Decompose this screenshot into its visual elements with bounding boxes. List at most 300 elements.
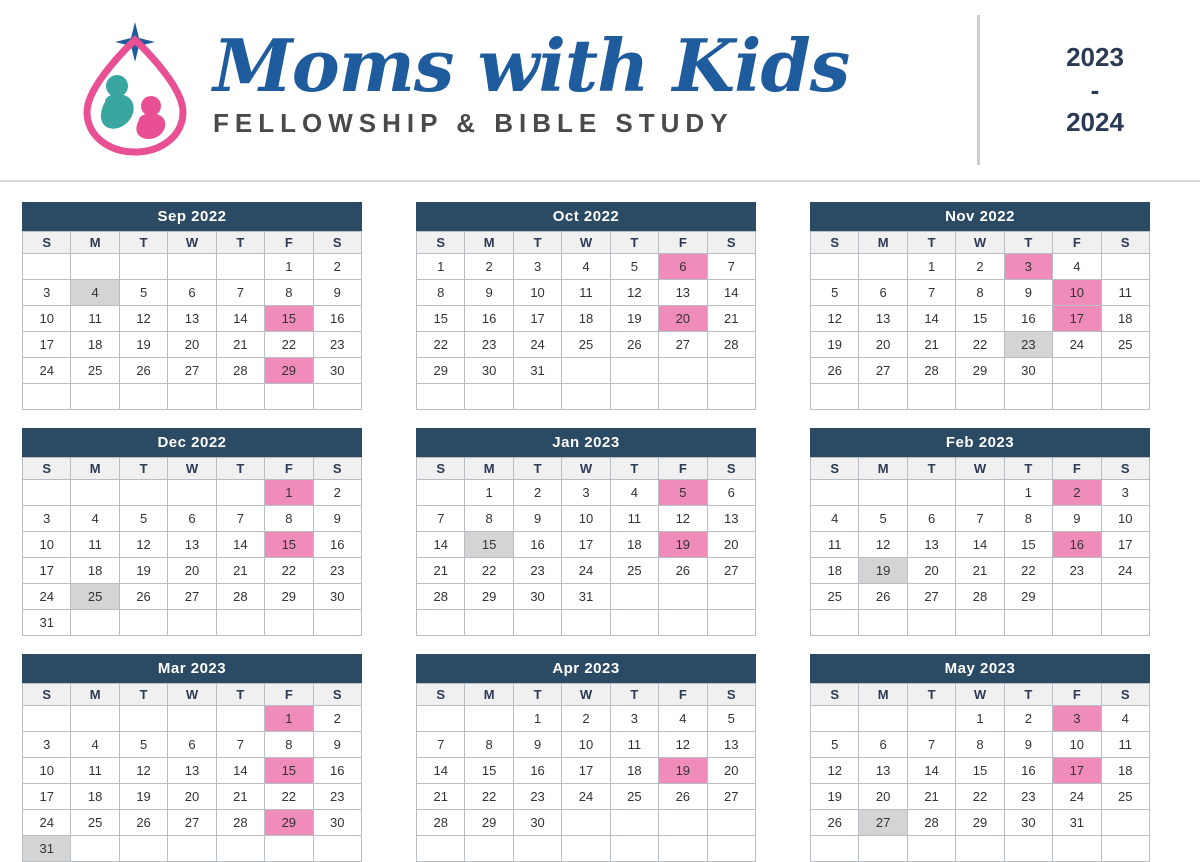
- day-cell[interactable]: 4: [1101, 706, 1149, 732]
- day-cell[interactable]: 9: [465, 280, 513, 306]
- day-cell[interactable]: 11: [1101, 732, 1149, 758]
- day-cell[interactable]: 24: [562, 558, 610, 584]
- day-cell[interactable]: 14: [956, 532, 1004, 558]
- day-cell[interactable]: 19: [610, 306, 658, 332]
- day-cell[interactable]: 15: [1004, 532, 1052, 558]
- day-cell[interactable]: 1: [513, 706, 561, 732]
- day-cell[interactable]: 14: [907, 306, 955, 332]
- page-header: [0, 0, 1200, 182]
- day-cell[interactable]: 31: [23, 836, 71, 862]
- day-cell[interactable]: 13: [168, 306, 216, 332]
- day-cell[interactable]: 26: [119, 810, 167, 836]
- day-cell[interactable]: 7: [707, 254, 755, 280]
- day-cell[interactable]: 19: [659, 532, 707, 558]
- day-cell[interactable]: 23: [313, 558, 361, 584]
- day-cell[interactable]: 15: [956, 306, 1004, 332]
- day-cell[interactable]: 27: [168, 358, 216, 384]
- empty-cell: [71, 610, 119, 636]
- day-cell[interactable]: 4: [610, 480, 658, 506]
- day-cell[interactable]: 11: [71, 532, 119, 558]
- day-cell[interactable]: 7: [417, 506, 465, 532]
- day-cell[interactable]: 12: [119, 758, 167, 784]
- day-cell[interactable]: 14: [417, 758, 465, 784]
- day-cell[interactable]: 11: [562, 280, 610, 306]
- day-cell[interactable]: 5: [659, 480, 707, 506]
- day-cell[interactable]: 13: [707, 506, 755, 532]
- calendar-grid: [0, 182, 1200, 862]
- day-cell[interactable]: 15: [417, 306, 465, 332]
- day-cell[interactable]: 14: [707, 280, 755, 306]
- empty-cell: [1004, 384, 1052, 410]
- day-cell[interactable]: 21: [216, 784, 264, 810]
- day-cell[interactable]: 12: [119, 306, 167, 332]
- empty-cell: [811, 384, 859, 410]
- day-cell[interactable]: 3: [610, 706, 658, 732]
- day-cell[interactable]: 2: [1004, 706, 1052, 732]
- day-cell[interactable]: 16: [513, 532, 561, 558]
- day-cell[interactable]: 3: [562, 480, 610, 506]
- day-cell[interactable]: 11: [610, 732, 658, 758]
- day-cell[interactable]: 3: [23, 732, 71, 758]
- day-cell[interactable]: 31: [1053, 810, 1101, 836]
- day-cell[interactable]: 12: [119, 532, 167, 558]
- day-cell[interactable]: 11: [610, 506, 658, 532]
- day-cell[interactable]: 21: [907, 784, 955, 810]
- day-cell[interactable]: 28: [216, 810, 264, 836]
- day-cell[interactable]: 20: [859, 784, 907, 810]
- day-cell[interactable]: 22: [265, 784, 313, 810]
- day-cell[interactable]: 7: [956, 506, 1004, 532]
- day-cell[interactable]: 25: [1101, 332, 1149, 358]
- day-cell[interactable]: 2: [313, 254, 361, 280]
- day-cell[interactable]: 13: [659, 280, 707, 306]
- day-cell[interactable]: 19: [811, 332, 859, 358]
- day-cell[interactable]: 9: [313, 280, 361, 306]
- day-cell[interactable]: 12: [610, 280, 658, 306]
- empty-cell: [71, 836, 119, 862]
- day-cell[interactable]: 30: [513, 810, 561, 836]
- day-cell[interactable]: 29: [1004, 584, 1052, 610]
- day-cell[interactable]: 13: [907, 532, 955, 558]
- day-cell[interactable]: 26: [811, 810, 859, 836]
- day-cell[interactable]: 5: [119, 732, 167, 758]
- day-cell[interactable]: 8: [417, 280, 465, 306]
- day-cell[interactable]: 1: [417, 254, 465, 280]
- day-cell[interactable]: 9: [313, 732, 361, 758]
- day-cell[interactable]: 21: [216, 332, 264, 358]
- day-cell[interactable]: 5: [811, 280, 859, 306]
- day-cell[interactable]: 10: [23, 532, 71, 558]
- day-cell[interactable]: 1: [907, 254, 955, 280]
- week-row: [811, 332, 1150, 358]
- day-cell[interactable]: 7: [907, 732, 955, 758]
- day-cell[interactable]: 22: [956, 332, 1004, 358]
- day-cell[interactable]: 20: [168, 332, 216, 358]
- day-cell[interactable]: 31: [23, 610, 71, 636]
- week-row: [811, 584, 1150, 610]
- week-row: [23, 836, 362, 862]
- day-cell[interactable]: 21: [907, 332, 955, 358]
- day-cell[interactable]: 18: [562, 306, 610, 332]
- day-cell[interactable]: 22: [465, 784, 513, 810]
- day-cell[interactable]: 23: [1004, 332, 1052, 358]
- day-cell[interactable]: 27: [168, 584, 216, 610]
- day-cell[interactable]: 8: [1004, 506, 1052, 532]
- day-cell[interactable]: 21: [417, 558, 465, 584]
- day-cell[interactable]: 5: [811, 732, 859, 758]
- day-cell[interactable]: 11: [811, 532, 859, 558]
- day-cell[interactable]: 5: [119, 280, 167, 306]
- day-cell[interactable]: 2: [465, 254, 513, 280]
- day-cell[interactable]: 9: [513, 506, 561, 532]
- day-cell[interactable]: 17: [23, 332, 71, 358]
- day-cell[interactable]: 26: [659, 784, 707, 810]
- day-cell[interactable]: 1: [265, 254, 313, 280]
- day-cell[interactable]: 28: [216, 584, 264, 610]
- day-cell[interactable]: 10: [1053, 280, 1101, 306]
- day-cell[interactable]: 17: [23, 558, 71, 584]
- day-cell[interactable]: 23: [1053, 558, 1101, 584]
- day-cell[interactable]: 30: [513, 584, 561, 610]
- day-cell[interactable]: 19: [859, 558, 907, 584]
- day-cell[interactable]: 25: [71, 810, 119, 836]
- day-cell[interactable]: 8: [956, 732, 1004, 758]
- day-cell[interactable]: 15: [265, 532, 313, 558]
- day-cell[interactable]: 8: [956, 280, 1004, 306]
- day-cell[interactable]: 4: [659, 706, 707, 732]
- day-cell[interactable]: 20: [168, 784, 216, 810]
- day-cell[interactable]: 18: [610, 758, 658, 784]
- day-cell[interactable]: 17: [1101, 532, 1149, 558]
- day-cell[interactable]: 25: [610, 784, 658, 810]
- day-cell[interactable]: 22: [265, 558, 313, 584]
- day-cell[interactable]: 28: [417, 584, 465, 610]
- day-cell[interactable]: 28: [956, 584, 1004, 610]
- day-cell[interactable]: 30: [313, 584, 361, 610]
- day-cell[interactable]: 5: [859, 506, 907, 532]
- day-cell[interactable]: 12: [811, 758, 859, 784]
- day-cell[interactable]: 21: [417, 784, 465, 810]
- day-cell[interactable]: 6: [859, 732, 907, 758]
- day-cell[interactable]: 1: [465, 480, 513, 506]
- day-cell[interactable]: 8: [265, 280, 313, 306]
- day-cell[interactable]: 23: [465, 332, 513, 358]
- empty-cell: [465, 384, 513, 410]
- day-cell[interactable]: 6: [168, 732, 216, 758]
- day-cell[interactable]: 2: [956, 254, 1004, 280]
- day-cell[interactable]: 9: [513, 732, 561, 758]
- day-cell[interactable]: 30: [465, 358, 513, 384]
- day-cell[interactable]: 17: [23, 784, 71, 810]
- day-cell[interactable]: 5: [119, 506, 167, 532]
- day-cell[interactable]: 9: [313, 506, 361, 532]
- weekday-header: F: [1053, 458, 1101, 480]
- day-cell[interactable]: 3: [23, 280, 71, 306]
- day-cell[interactable]: 14: [417, 532, 465, 558]
- weekday-header: T: [1004, 684, 1052, 706]
- day-cell[interactable]: 16: [1053, 532, 1101, 558]
- day-cell[interactable]: 20: [707, 758, 755, 784]
- day-cell[interactable]: 22: [1004, 558, 1052, 584]
- day-cell[interactable]: 12: [811, 306, 859, 332]
- day-cell[interactable]: 17: [1053, 758, 1101, 784]
- day-cell[interactable]: 2: [1053, 480, 1101, 506]
- day-cell[interactable]: 13: [859, 758, 907, 784]
- day-cell[interactable]: 29: [465, 810, 513, 836]
- day-cell[interactable]: 7: [907, 280, 955, 306]
- day-cell[interactable]: 27: [659, 332, 707, 358]
- day-cell[interactable]: 24: [23, 810, 71, 836]
- day-cell[interactable]: 12: [859, 532, 907, 558]
- day-cell[interactable]: 28: [907, 358, 955, 384]
- day-cell[interactable]: 8: [465, 732, 513, 758]
- empty-cell: [313, 384, 361, 410]
- day-cell[interactable]: 21: [216, 558, 264, 584]
- day-cell[interactable]: 16: [313, 306, 361, 332]
- day-cell[interactable]: 7: [417, 732, 465, 758]
- day-cell[interactable]: 10: [1101, 506, 1149, 532]
- day-cell[interactable]: 30: [313, 810, 361, 836]
- day-cell[interactable]: 8: [465, 506, 513, 532]
- day-cell[interactable]: 25: [811, 584, 859, 610]
- day-cell[interactable]: 14: [216, 306, 264, 332]
- day-cell[interactable]: 23: [313, 784, 361, 810]
- day-cell[interactable]: 13: [168, 532, 216, 558]
- day-cell[interactable]: 2: [313, 480, 361, 506]
- day-cell[interactable]: 1: [956, 706, 1004, 732]
- day-cell[interactable]: 26: [859, 584, 907, 610]
- day-cell[interactable]: 6: [168, 280, 216, 306]
- day-cell[interactable]: 10: [562, 506, 610, 532]
- day-cell[interactable]: 11: [1101, 280, 1149, 306]
- weekday-header-row: [417, 232, 756, 254]
- day-cell[interactable]: 16: [513, 758, 561, 784]
- day-cell[interactable]: 18: [1101, 758, 1149, 784]
- day-cell[interactable]: 15: [265, 758, 313, 784]
- day-cell[interactable]: 4: [71, 732, 119, 758]
- day-cell[interactable]: 25: [71, 584, 119, 610]
- day-cell[interactable]: 13: [168, 758, 216, 784]
- day-cell[interactable]: 27: [907, 584, 955, 610]
- day-cell[interactable]: 9: [1053, 506, 1101, 532]
- day-cell[interactable]: 17: [1053, 306, 1101, 332]
- day-cell[interactable]: 29: [956, 358, 1004, 384]
- day-cell[interactable]: 18: [71, 558, 119, 584]
- day-cell[interactable]: 22: [956, 784, 1004, 810]
- day-cell[interactable]: 16: [1004, 306, 1052, 332]
- day-cell[interactable]: 10: [562, 732, 610, 758]
- day-cell[interactable]: 1: [1004, 480, 1052, 506]
- day-cell[interactable]: 2: [313, 706, 361, 732]
- day-cell[interactable]: 21: [956, 558, 1004, 584]
- day-cell[interactable]: 23: [513, 558, 561, 584]
- day-cell[interactable]: 7: [216, 506, 264, 532]
- day-cell[interactable]: 18: [1101, 306, 1149, 332]
- day-cell[interactable]: 24: [562, 784, 610, 810]
- day-cell[interactable]: 24: [1053, 784, 1101, 810]
- day-cell[interactable]: 19: [119, 558, 167, 584]
- day-cell[interactable]: 7: [216, 280, 264, 306]
- day-cell[interactable]: 1: [265, 480, 313, 506]
- day-cell[interactable]: 6: [707, 480, 755, 506]
- day-cell[interactable]: 26: [659, 558, 707, 584]
- day-cell[interactable]: 30: [1004, 810, 1052, 836]
- day-cell[interactable]: 17: [513, 306, 561, 332]
- day-cell[interactable]: 28: [417, 810, 465, 836]
- day-cell[interactable]: 25: [562, 332, 610, 358]
- day-cell[interactable]: 22: [417, 332, 465, 358]
- day-cell[interactable]: 28: [707, 332, 755, 358]
- day-cell[interactable]: 29: [465, 584, 513, 610]
- day-cell[interactable]: 6: [659, 254, 707, 280]
- day-cell[interactable]: 19: [119, 784, 167, 810]
- day-cell[interactable]: 23: [313, 332, 361, 358]
- day-cell[interactable]: 10: [513, 280, 561, 306]
- day-cell[interactable]: 17: [562, 532, 610, 558]
- day-cell[interactable]: 2: [513, 480, 561, 506]
- day-cell[interactable]: 6: [168, 506, 216, 532]
- empty-cell: [216, 480, 264, 506]
- day-cell[interactable]: 27: [168, 810, 216, 836]
- day-cell[interactable]: 7: [216, 732, 264, 758]
- day-cell[interactable]: 15: [265, 306, 313, 332]
- day-cell[interactable]: 18: [71, 784, 119, 810]
- day-cell[interactable]: 29: [265, 358, 313, 384]
- week-row: [417, 332, 756, 358]
- day-cell[interactable]: 2: [562, 706, 610, 732]
- empty-cell: [956, 384, 1004, 410]
- day-cell[interactable]: 25: [71, 358, 119, 384]
- day-cell[interactable]: 28: [907, 810, 955, 836]
- day-cell[interactable]: 23: [1004, 784, 1052, 810]
- day-cell[interactable]: 23: [513, 784, 561, 810]
- day-cell[interactable]: 26: [610, 332, 658, 358]
- day-cell[interactable]: 15: [956, 758, 1004, 784]
- day-cell[interactable]: 31: [513, 358, 561, 384]
- day-cell[interactable]: 4: [71, 506, 119, 532]
- day-cell[interactable]: 16: [1004, 758, 1052, 784]
- day-cell[interactable]: 27: [707, 558, 755, 584]
- day-cell[interactable]: 30: [1004, 358, 1052, 384]
- day-cell[interactable]: 31: [562, 584, 610, 610]
- day-cell[interactable]: 15: [465, 532, 513, 558]
- day-cell[interactable]: 16: [313, 758, 361, 784]
- day-cell[interactable]: 28: [216, 358, 264, 384]
- day-cell[interactable]: 27: [707, 784, 755, 810]
- day-cell[interactable]: 12: [659, 732, 707, 758]
- day-cell[interactable]: 1: [265, 706, 313, 732]
- day-cell[interactable]: 18: [71, 332, 119, 358]
- day-cell[interactable]: 29: [417, 358, 465, 384]
- day-cell[interactable]: 10: [23, 758, 71, 784]
- weekday-header: M: [465, 232, 513, 254]
- day-cell[interactable]: 24: [1101, 558, 1149, 584]
- day-cell[interactable]: 26: [119, 584, 167, 610]
- day-cell[interactable]: 26: [119, 358, 167, 384]
- day-cell[interactable]: 4: [1053, 254, 1101, 280]
- day-cell[interactable]: 29: [265, 584, 313, 610]
- day-cell[interactable]: 26: [811, 358, 859, 384]
- day-cell[interactable]: 20: [907, 558, 955, 584]
- day-cell[interactable]: 27: [859, 358, 907, 384]
- day-cell[interactable]: 22: [465, 558, 513, 584]
- day-cell[interactable]: 21: [707, 306, 755, 332]
- day-cell[interactable]: 20: [168, 558, 216, 584]
- day-cell[interactable]: 30: [313, 358, 361, 384]
- day-cell[interactable]: 19: [659, 758, 707, 784]
- empty-cell: [707, 810, 755, 836]
- empty-cell: [610, 584, 658, 610]
- day-cell[interactable]: 5: [610, 254, 658, 280]
- empty-cell: [610, 358, 658, 384]
- weekday-header: W: [956, 232, 1004, 254]
- day-cell[interactable]: 5: [707, 706, 755, 732]
- day-cell[interactable]: 14: [216, 758, 264, 784]
- day-cell[interactable]: 3: [513, 254, 561, 280]
- day-cell[interactable]: 25: [610, 558, 658, 584]
- day-cell[interactable]: 16: [313, 532, 361, 558]
- day-cell[interactable]: 29: [956, 810, 1004, 836]
- day-cell[interactable]: 3: [23, 506, 71, 532]
- day-cell[interactable]: 8: [265, 732, 313, 758]
- day-cell[interactable]: 9: [1004, 732, 1052, 758]
- day-cell[interactable]: 10: [1053, 732, 1101, 758]
- day-cell[interactable]: 9: [1004, 280, 1052, 306]
- day-cell[interactable]: 11: [71, 306, 119, 332]
- day-cell[interactable]: 29: [265, 810, 313, 836]
- day-cell[interactable]: 13: [859, 306, 907, 332]
- day-cell[interactable]: 16: [465, 306, 513, 332]
- day-cell[interactable]: 14: [907, 758, 955, 784]
- day-cell[interactable]: 10: [23, 306, 71, 332]
- day-cell[interactable]: 3: [1101, 480, 1149, 506]
- day-cell[interactable]: 13: [707, 732, 755, 758]
- day-cell[interactable]: 19: [811, 784, 859, 810]
- empty-cell: [1053, 836, 1101, 862]
- day-cell[interactable]: 22: [265, 332, 313, 358]
- day-cell[interactable]: 12: [659, 506, 707, 532]
- day-cell[interactable]: 25: [1101, 784, 1149, 810]
- day-cell[interactable]: 4: [811, 506, 859, 532]
- day-cell[interactable]: 24: [23, 358, 71, 384]
- day-cell[interactable]: 24: [513, 332, 561, 358]
- day-cell[interactable]: 15: [465, 758, 513, 784]
- day-cell[interactable]: 19: [119, 332, 167, 358]
- week-row: [811, 358, 1150, 384]
- day-cell[interactable]: 4: [562, 254, 610, 280]
- week-row: [417, 480, 756, 506]
- day-cell[interactable]: 6: [907, 506, 955, 532]
- day-cell[interactable]: 8: [265, 506, 313, 532]
- day-cell[interactable]: 3: [1053, 706, 1101, 732]
- day-cell[interactable]: 18: [811, 558, 859, 584]
- day-cell[interactable]: 20: [659, 306, 707, 332]
- day-cell[interactable]: 11: [71, 758, 119, 784]
- day-cell[interactable]: 3: [1004, 254, 1052, 280]
- day-cell[interactable]: 14: [216, 532, 264, 558]
- day-cell[interactable]: 17: [562, 758, 610, 784]
- day-cell[interactable]: 27: [859, 810, 907, 836]
- day-cell[interactable]: 20: [707, 532, 755, 558]
- day-cell[interactable]: 20: [859, 332, 907, 358]
- weekday-header: M: [71, 232, 119, 254]
- day-cell[interactable]: 18: [610, 532, 658, 558]
- day-cell[interactable]: 24: [1053, 332, 1101, 358]
- day-cell[interactable]: 6: [859, 280, 907, 306]
- day-cell[interactable]: 24: [23, 584, 71, 610]
- day-cell[interactable]: 4: [71, 280, 119, 306]
- weekday-header: F: [265, 232, 313, 254]
